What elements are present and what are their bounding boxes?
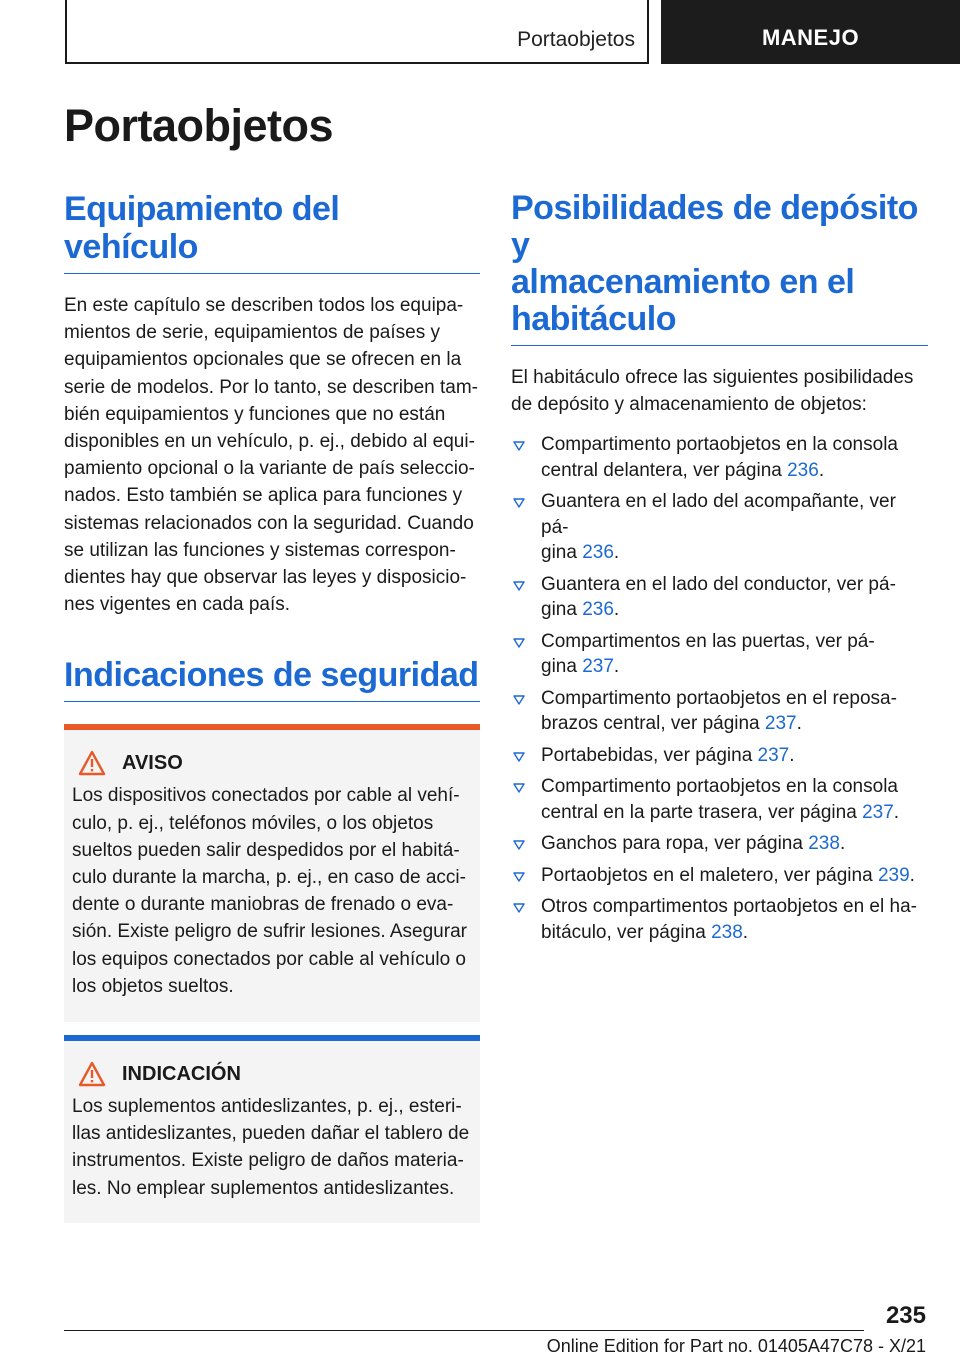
indication-label: INDICACIÓN xyxy=(122,1062,241,1085)
equipment-line: se utilizan las funciones y sistemas correspon- xyxy=(64,539,456,561)
warning-header xyxy=(78,750,472,776)
list-item: Compartimentos en las puertas, ver pá- gina 237. xyxy=(511,629,928,680)
page-link[interactable]: 237 xyxy=(764,713,797,735)
storage-heading-line: Posibilidades de depósito y xyxy=(511,189,918,264)
triangle-bullet-icon xyxy=(513,872,525,882)
warning-triangle-icon xyxy=(78,1061,106,1087)
warning-line: culo durante la marcha, p. ej., en caso de acci- xyxy=(72,867,466,889)
indication-line: Los suplementos antideslizantes, p. ej., esteri- xyxy=(72,1096,462,1118)
header-chapter-tab: MANEJO xyxy=(661,0,960,64)
page-title: Portaobjetos xyxy=(64,100,334,151)
list-item: Guantera en el lado del acompañante, ver pá- gina 236. xyxy=(511,489,928,566)
indication-line: instrumentos. Existe peligro de daños materia- xyxy=(72,1150,464,1172)
footer-divider xyxy=(64,1330,864,1331)
equipment-line: En este capítulo se describen todos los equipa- xyxy=(64,295,464,316)
equipment-paragraph xyxy=(64,292,480,618)
equipment-line: serie de modelos. Por lo tanto, se describen tam- xyxy=(64,376,478,398)
indication-box xyxy=(64,1035,480,1223)
equipment-line: equipamientos opcionales que se ofrecen en la xyxy=(64,349,462,371)
storage-heading xyxy=(511,190,928,346)
triangle-bullet-icon xyxy=(513,840,525,850)
list-item: Otros compartimentos portaobjetos en el ha- bitáculo, ver página 238. xyxy=(511,894,928,945)
indication-line: les. No emplear suplementos antideslizantes. xyxy=(72,1177,455,1199)
list-item: Portabebidas, ver página 237. xyxy=(511,743,928,769)
triangle-bullet-icon xyxy=(513,783,525,793)
triangle-bullet-icon xyxy=(513,752,525,762)
warning-triangle-icon xyxy=(78,750,106,776)
page-link[interactable]: 236 xyxy=(787,459,819,481)
page-link[interactable]: 236 xyxy=(582,599,614,621)
right-column xyxy=(511,190,928,951)
warning-text xyxy=(72,782,472,1000)
safety-heading: Indicaciones de seguridad xyxy=(64,656,480,702)
page-number: 235 xyxy=(885,1302,926,1329)
equipment-line: dientes hay que observar las leyes y disposicio- xyxy=(64,567,467,589)
footer-edition: Online Edition for Part no. 01405A47C78 - X/21 xyxy=(546,1336,926,1356)
triangle-bullet-icon xyxy=(513,441,525,451)
page-link[interactable]: 239 xyxy=(877,864,910,886)
warning-box xyxy=(64,724,480,1022)
storage-heading-line: almacenamiento en el xyxy=(511,263,855,301)
indication-header xyxy=(78,1061,472,1087)
equipment-line: pamiento opcional o la variante de país seleccio- xyxy=(64,458,475,480)
triangle-bullet-icon xyxy=(513,903,525,913)
equipment-line: disponibles en un vehículo, p. ej., debido al equi- xyxy=(64,431,475,453)
equipment-line: nes vigentes en cada país. xyxy=(64,594,291,616)
list-item: Guantera en el lado del conductor, ver pá- gina 236. xyxy=(511,572,928,623)
indication-text xyxy=(72,1093,472,1202)
left-column xyxy=(64,190,480,1223)
storage-intro-line: El habitáculo ofrece las siguientes posibilidades xyxy=(511,367,914,388)
list-item: Compartimento portaobjetos en la consola central delantera, ver página 236. xyxy=(511,432,928,483)
page-link[interactable]: 237 xyxy=(757,744,790,766)
storage-intro xyxy=(511,364,928,418)
list-item: Compartimento portaobjetos en el reposa- brazos central, ver página 237. xyxy=(511,686,928,737)
equipment-line: sistemas relacionados con la seguridad. Cuando xyxy=(64,512,474,534)
storage-heading-line: habitáculo xyxy=(511,300,677,338)
warning-line: dente o durante maniobras de frenado o eva- xyxy=(72,894,454,916)
list-item: Ganchos para ropa, ver página 238. xyxy=(511,831,928,857)
equipment-heading: Equipamiento del vehículo xyxy=(64,190,480,274)
page-link[interactable]: 238 xyxy=(711,921,743,943)
triangle-bullet-icon xyxy=(513,498,525,508)
warning-line: sión. Existe peligro de sufrir lesiones. Asegurar xyxy=(72,921,467,943)
page-link[interactable]: 237 xyxy=(582,656,614,678)
warning-line: los equipos conectados por cable al vehículo o xyxy=(72,948,466,970)
warning-line: Los dispositivos conectados por cable al vehí- xyxy=(72,785,460,807)
list-item: Portaobjetos en el maletero, ver página 239. xyxy=(511,863,928,889)
warning-line: culo, p. ej., teléfonos móviles, o los objetos xyxy=(72,812,434,834)
page-link[interactable]: 236 xyxy=(582,542,614,564)
warning-line: los objetos sueltos. xyxy=(72,975,234,997)
header-section-title: Portaobjetos xyxy=(517,28,635,51)
list-item: Compartimento portaobjetos en la consola central en la parte trasera, ver página 237. xyxy=(511,774,928,825)
triangle-bullet-icon xyxy=(513,638,525,648)
warning-label: AVISO xyxy=(122,751,183,774)
warning-line: sueltos pueden salir despedidos por el habitá- xyxy=(72,839,460,861)
triangle-bullet-icon xyxy=(513,695,525,705)
page-link[interactable]: 237 xyxy=(862,801,894,823)
storage-intro-line: de depósito y almacenamiento de objetos: xyxy=(511,394,867,416)
page-link[interactable]: 238 xyxy=(808,833,840,855)
equipment-line: nados. Esto también se aplica para funciones y xyxy=(64,485,463,507)
indication-line: llas antideslizantes, pueden dañar el tablero de xyxy=(72,1123,470,1145)
equipment-line: mientos de serie, equipamientos de países y xyxy=(64,322,440,344)
storage-list xyxy=(511,432,928,945)
triangle-bullet-icon xyxy=(513,581,525,591)
equipment-line: bién equipamientos y funciones que no están xyxy=(64,403,446,425)
